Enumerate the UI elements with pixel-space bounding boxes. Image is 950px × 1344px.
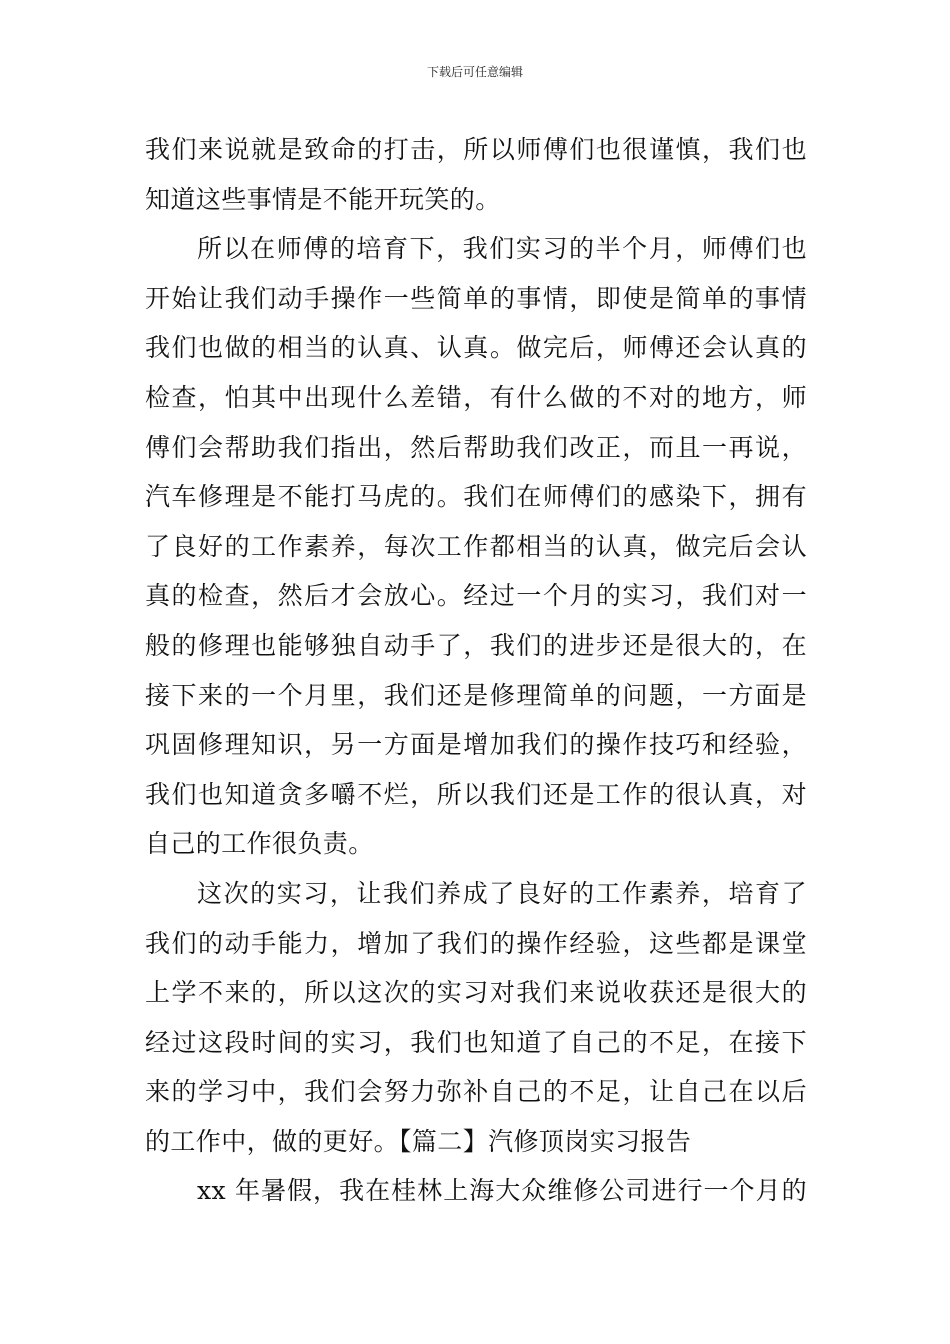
text-line: 经过这段时间的实习，我们也知道了自己的不足，在接下 xyxy=(145,1027,807,1057)
text-line: xx 年暑假，我在桂林上海大众维修公司进行一个月的 xyxy=(197,1176,807,1206)
text-line: 的工作中，做的更好。【篇二】汽修顶岗实习报告 xyxy=(145,1126,692,1156)
page-header: 下载后可任意编辑 xyxy=(426,65,523,79)
text-line: 自己的工作很负责。 xyxy=(145,829,374,859)
text-line: 我们的动手能力，增加了我们的操作经验，这些都是课堂 xyxy=(145,928,807,958)
document-body xyxy=(145,125,807,1216)
text-line: 来的学习中，我们会努力弥补自己的不足，让自己在以后 xyxy=(145,1077,807,1107)
text-line: 检查，怕其中出现什么差错，有什么做的不对的地方，师 xyxy=(145,382,807,412)
text-line: 傅们会帮助我们指出，然后帮助我们改正，而且一再说， xyxy=(145,432,807,462)
text-line: 汽车修理是不能打马虎的。我们在师傅们的感染下，拥有 xyxy=(145,482,807,512)
text-line: 真的检查，然后才会放心。经过一个月的实习，我们对一 xyxy=(145,581,807,611)
text-line: 我们来说就是致命的打击，所以师傅们也很谨慎，我们也 xyxy=(145,135,807,164)
text-line: 巩固修理知识，另一方面是增加我们的操作技巧和经验， xyxy=(145,730,807,760)
text-line: 开始让我们动手操作一些简单的事情，即使是简单的事情 xyxy=(145,283,807,313)
text-line: 我们也做的相当的认真、认真。做完后，师傅还会认真的 xyxy=(145,333,807,363)
text-line: 所以在师傅的培育下，我们实习的半个月，师傅们也 xyxy=(197,234,807,264)
text-line: 上学不来的，所以这次的实习对我们来说收获还是很大的 xyxy=(145,978,807,1008)
text-line: 了良好的工作素养，每次工作都相当的认真，做完后会认 xyxy=(145,531,807,561)
text-line: 这次的实习，让我们养成了良好的工作素养，培育了 xyxy=(197,878,807,908)
text-line: 般的修理也能够独自动手了，我们的进步还是很大的，在 xyxy=(145,630,807,660)
text-line: 知道这些事情是不能开玩笑的。 xyxy=(145,184,501,214)
text-line: 我们也知道贪多嚼不烂，所以我们还是工作的很认真，对 xyxy=(145,779,807,809)
text-line: 接下来的一个月里，我们还是修理简单的问题，一方面是 xyxy=(145,680,807,710)
